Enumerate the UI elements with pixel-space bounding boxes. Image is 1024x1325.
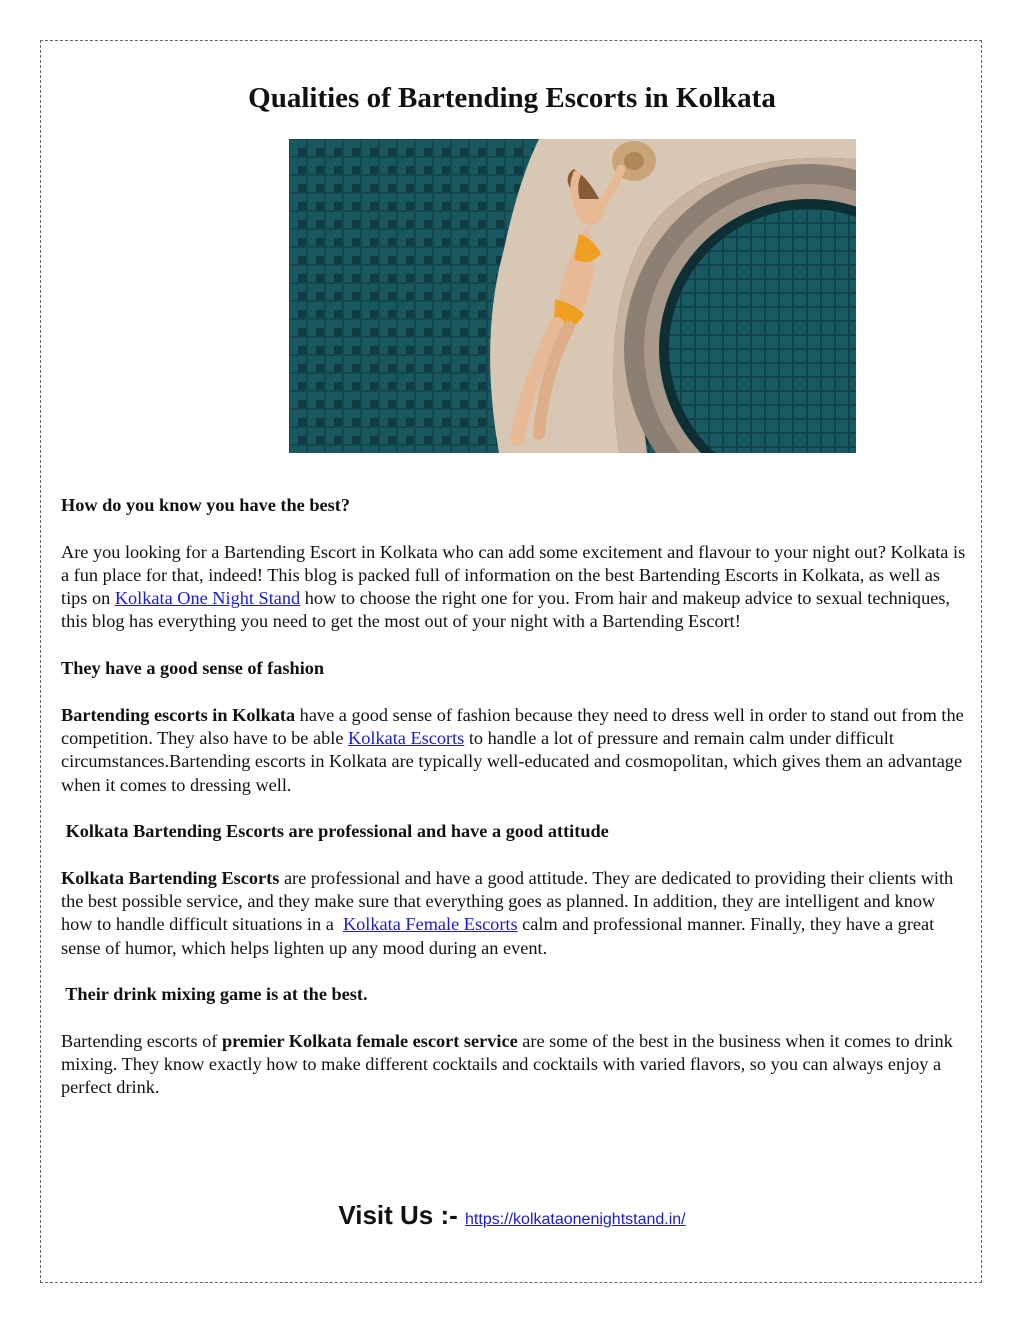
- pool-photo: [289, 139, 856, 453]
- section-heading: Kolkata Bartending Escorts are professional and have a good attitude: [61, 821, 609, 842]
- visit-us-label: Visit Us :-: [338, 1200, 466, 1230]
- paragraph: [61, 541, 966, 634]
- paragraph-text: to handle a lot of pressure and remain calm under difficult circumstances.Bartending escorts in Kolkata are typically well-educated and cosmopolitan, which gives them an advantage when it comes to dressing well.: [61, 727, 963, 795]
- link-kolkata-female-escorts[interactable]: Kolkata Female Escorts: [342, 914, 518, 935]
- paragraph: [61, 867, 966, 960]
- paragraph-text: are professional and have a good attitude. They are dedicated to providing their clients with the best possible service, and they make sure that everything goes as planned. In addition, they are intelligent and know how to handle difficult situations in a: [61, 867, 958, 935]
- article-body: [61, 494, 966, 1100]
- paragraph-text: Are you looking for a Bartending Escort in Kolkata who can add some excitement and flavour to your night out? Kolkata is a fun place for that, indeed! This blog is packed full of information on the best Bartending Escorts in Kolkata, as well as tips on: [61, 541, 966, 609]
- bold-phrase: premier Kolkata female escort service: [221, 1030, 518, 1051]
- paragraph-text: how to choose the right one for you. From hair and makeup advice to sexual techniques, this blog has everything you need to get the most out of your night with a Bartending Escort!: [61, 588, 951, 632]
- link-kolkata-one-night-stand[interactable]: Kolkata One Night Stand: [114, 588, 301, 609]
- visit-us-footer: [0, 1200, 1024, 1231]
- paragraph-text: calm and professional manner. Finally, they have a great sense of humor, which helps lighten up any mood during an event.: [61, 914, 935, 958]
- link-kolkata-escorts[interactable]: Kolkata Escorts: [348, 727, 465, 748]
- website-link[interactable]: https://kolkataonenightstand.in/: [465, 1211, 686, 1228]
- bold-lead: Bartending escorts in Kolkata: [61, 704, 296, 725]
- paragraph-text: have a good sense of fashion because they need to dress well in order to stand out from the competition. They also have to be able: [61, 704, 964, 748]
- section-heading: How do you know you have the best?: [61, 495, 350, 515]
- section-heading: They have a good sense of fashion: [61, 658, 325, 679]
- paragraph: [61, 1030, 966, 1100]
- paragraph-text: are some of the best in the business when it comes to drink mixing. They know exactly how to make different cocktails and cocktails with varied flavors, so you can always enjoy a perfect drink.: [61, 1030, 953, 1098]
- bold-lead: Kolkata Bartending Escorts: [61, 867, 280, 888]
- hero-image: [289, 139, 856, 453]
- paragraph-text: Bartending escorts of: [61, 1030, 222, 1051]
- section-heading: Their drink mixing game is at the best.: [61, 984, 368, 1005]
- page-title: Qualities of Bartending Escorts in Kolkata: [248, 82, 776, 114]
- paragraph: [61, 704, 966, 797]
